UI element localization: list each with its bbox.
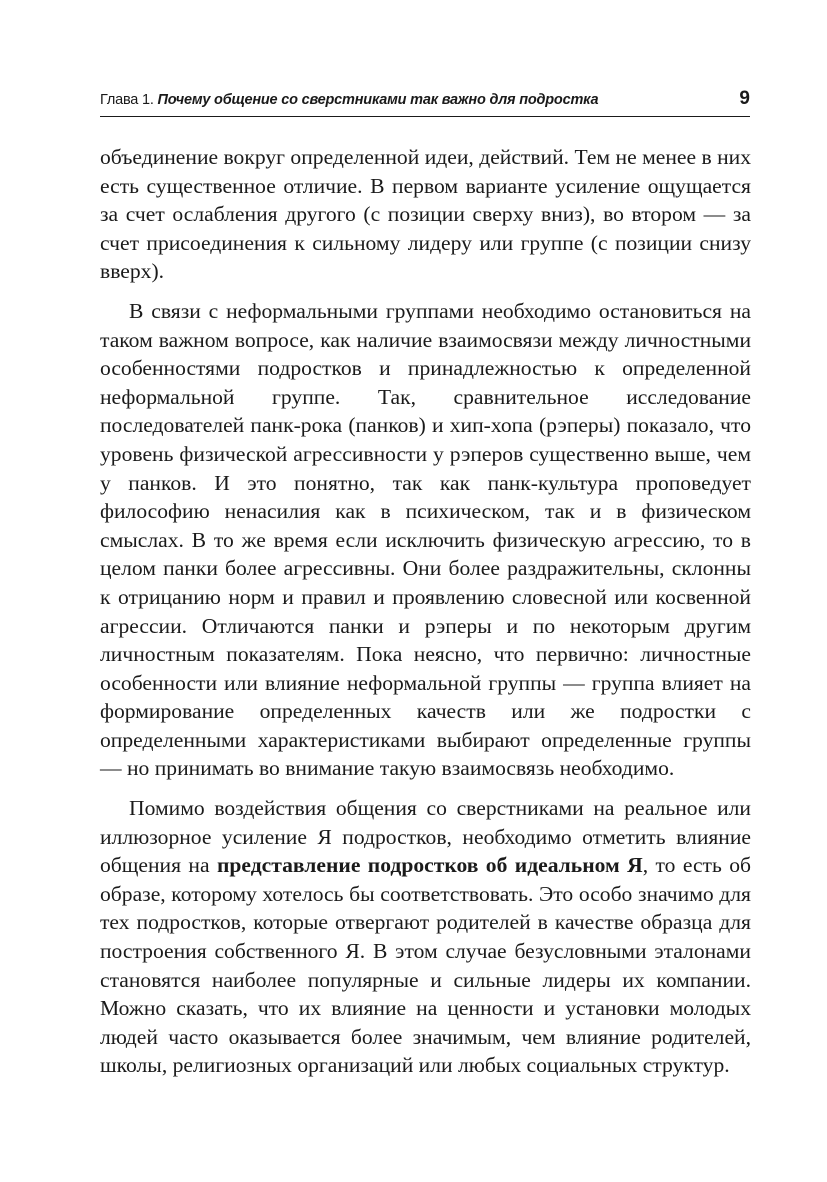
emphasized-term: представление подростков об идеальном Я (216, 853, 643, 878)
body-text (100, 143, 751, 1080)
paragraph-3-lead: Помимо воздействия общения со сверстниками на реальное или иллюзорное усиление Я подростков, необходимо отметить влияние общения на (100, 796, 751, 878)
chapter-label: Глава 1. (100, 92, 154, 108)
paragraph-3 (100, 794, 751, 1080)
paragraph-1: объединение вокруг определенной идеи, действий. Тем не менее в них есть существенное отличие. В первом варианте усиление ощущается за счет ослабления другого (с позиции сверху вниз), во втором — за счет присоединения к сильному лидеру или группе (с позиции снизу вверх). (100, 145, 751, 284)
paragraph-2: В связи с неформальными группами необходимо остановиться на таком важном вопросе, как наличие взаимосвязи между личностными особенностями подростков и принадлежностью к определенной неформальной группе. Так, сравнительное исследование последователей панк-рока (панков) и хип-хопа (рэперы) показало, что уровень физической агрессивности у рэперов существенно выше, чем у панков. И это понятно, так как панк-культура проповедует философию ненасилия как в психическом, так и в физическом смыслах. В то же время если исключить физическую агрессию, то в целом панки более агрессивны. Они более раздражительны, склонны к отрицанию норм и правил и проявлению словесной или косвенной агрессии. Отличаются панки и рэперы и по некоторым другим личностным показателям. Пока неясно, что первично: личностные особенности или влияние неформальной группы — группа влияет на формирование определенных качеств или же подростки с определенными характеристиками выбирают определенные группы — но принимать во внимание такую взаимосвязь необходимо. (100, 298, 751, 781)
chapter-title: Почему общение со сверстниками так важно для подростка (157, 92, 599, 108)
page-number: 9 (739, 88, 750, 109)
paragraph-3-rest: , то есть об образе, которому хотелось бы соответствовать. Это особо значимо для тех подростков, которые отвергают родителей в качестве образца для построения собственного Я. В этом случае безусловными эталонами становятся наиболее популярные и сильные лидеры их компании. Можно сказать, что их влияние на ценности и установки молодых людей часто оказывается более значимым, чем влияние родителей, школы, религиозных организаций или любых социальных структур. (100, 853, 751, 1078)
chapter-heading (100, 92, 598, 108)
running-header (100, 86, 750, 117)
